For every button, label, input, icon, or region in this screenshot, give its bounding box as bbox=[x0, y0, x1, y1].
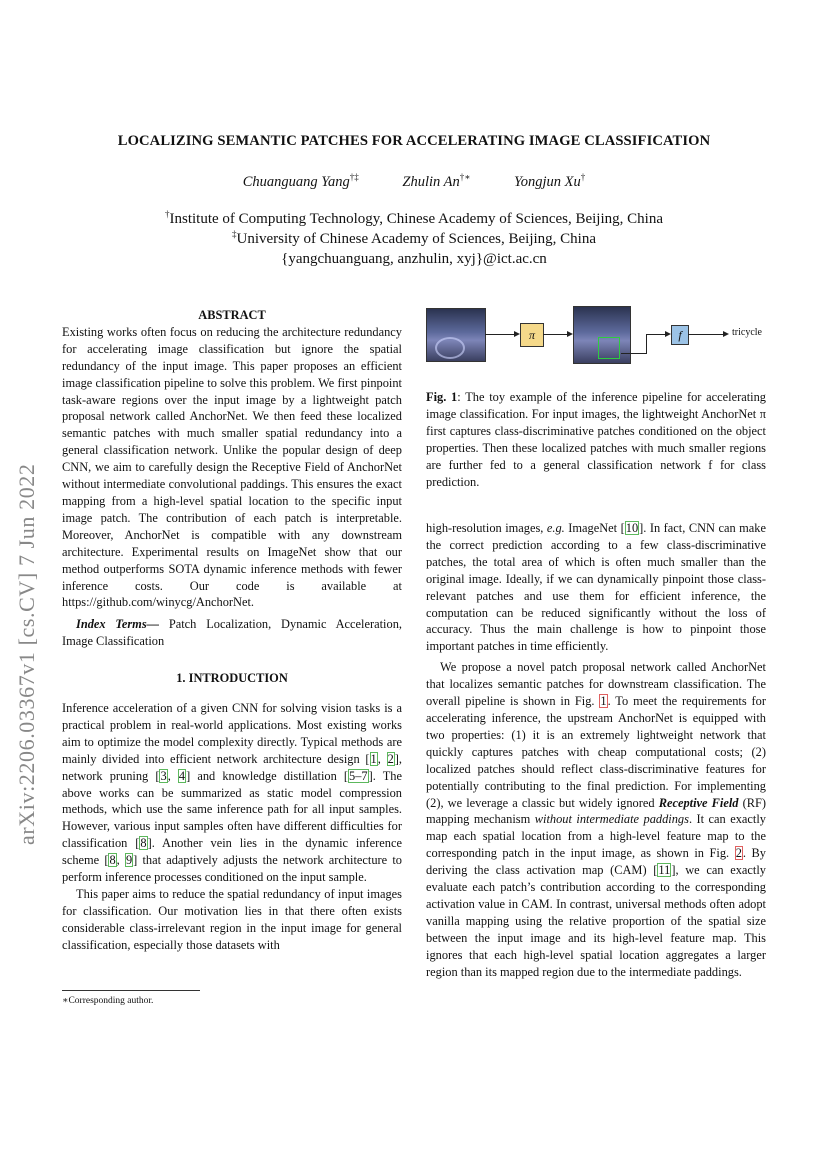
output-label: tricycle bbox=[732, 327, 762, 338]
footnote-rule bbox=[62, 990, 200, 991]
right-paragraph-1: high-resolution images, e.g. ImageNet [10]. In fact, CNN can make the correct prediction according to a few class-discriminative patches, the total area of which is often much smaller than the original image. Ideally, if we can dynamically pinpoint those class-relevant patches and use them for efficient inference, the computation can be reduced significantly without the loss of accuracy. Thus the main challenge is how to pinpoint those important patches in time efficiently. bbox=[426, 521, 766, 654]
figure-1-diagram bbox=[426, 303, 766, 369]
citation-link[interactable]: 8 bbox=[140, 836, 147, 851]
footnote: ∗Corresponding author. bbox=[62, 996, 154, 1006]
abstract-heading: ABSTRACT bbox=[198, 308, 266, 322]
citation-link[interactable]: 5–7 bbox=[349, 768, 368, 783]
left-column bbox=[62, 307, 402, 954]
paper-title: LOCALIZING SEMANTIC PATCHES FOR ACCELERATING IMAGE CLASSIFICATION bbox=[117, 133, 711, 149]
citation-link[interactable]: 10 bbox=[625, 521, 639, 535]
right-paragraph-2: We propose a novel patch proposal network called AnchorNet that localizes semantic patches for downstream classification. The overall pipeline is shown in Fig. 1. To meet the requirements for accelerating inference, the upstream AnchorNet is equipped with two properties: (1) it is an extremely lightweight network that quickly captures patches with cheap computational costs; (2) localized patches should reflect class-discriminative features for potentially contributing to the final prediction. For implementing (2), we leverage a classic but widely ignored Receptive Field (RF) mapping mechanism without intermediate paddings. It can exactly map each spatial location from a high-level feature map to the corresponding patch in the input image, as shown in Fig. 2. By deriving the class activation map (CAM) [11], we can exactly evaluate each patch’s contribution according to the corresponding activation value in CAM. In contrast, universal methods often adopt vanilla mapping using the relative proportion of the spatial size between the input image and its high-level feature map. This ignores that each high-level spatial location aggregates a larger region than its mapped region due to the intermediate paddings. bbox=[426, 660, 767, 979]
classifier-f-box: f bbox=[671, 325, 689, 345]
patch-highlight bbox=[598, 337, 620, 359]
affiliation-1: †Institute of Computing Technology, Chinese Academy of Sciences, Beijing, China bbox=[165, 209, 663, 227]
intro-paragraph-1: Inference acceleration of a given CNN for solving vision tasks is a practical problem in real-world applications. Most existing works aim to optimize the model complexity directly. Typical methods are mainly divided into efficient network architecture design [1, 2], network pruning [3, 4] and knowledge distillation [5–7]. The above works can be summarized as static model compression methods, which use the same inference path for all input samples. However, various input samples often have different difficulties for classification [8]. Another vein lies in the dynamic inference scheme [8, 9] that adaptively adjusts the network architecture to perform inference processes conditioned on the input sample. bbox=[62, 701, 402, 885]
citation-link[interactable]: 2 bbox=[387, 751, 394, 766]
connector bbox=[646, 334, 647, 354]
figure-link[interactable]: 2 bbox=[735, 846, 742, 861]
arxiv-identifier: arXiv:2206.03367v1 [cs.CV] 7 Jun 2022 bbox=[14, 463, 39, 845]
intro-paragraph-2: This paper aims to reduce the spatial redundancy of input images for classification. Our motivation lies in that there often exists considerable class-irrelevant region in the input image for general classification, especially those datasets with bbox=[62, 887, 402, 952]
arrow bbox=[688, 334, 724, 335]
citation-link[interactable]: 1 bbox=[370, 751, 377, 766]
right-column bbox=[426, 520, 766, 980]
affiliation-2: ‡University of Chinese Academy of Sciences, Beijing, China bbox=[231, 229, 596, 247]
author-list bbox=[0, 174, 828, 191]
input-image bbox=[426, 308, 486, 362]
author-emails: {yangchuanguang, anzhulin, xyj}@ict.ac.cn bbox=[281, 251, 547, 267]
localized-image bbox=[573, 306, 631, 364]
arrow bbox=[485, 334, 515, 335]
author-1: Chuanguang Yang†‡ bbox=[242, 172, 359, 190]
citation-link[interactable]: 4 bbox=[178, 768, 186, 783]
intro-heading: 1. INTRODUCTION bbox=[176, 671, 288, 686]
citation-link[interactable]: 11 bbox=[658, 863, 671, 878]
arrow bbox=[543, 334, 568, 335]
arrow bbox=[621, 353, 646, 354]
citation-link[interactable]: 9 bbox=[125, 853, 133, 868]
abstract-text: Existing works often focus on reducing the architecture redundancy for accelerating image classification but ignore the spatial redundancy of the input image. This paper proposes an efficient image classification pipeline to solve this problem. We first pinpoint task-aware regions over the input image by a lightweight patch proposal network called AnchorNet. We then feed these localized semantic patches with much smaller spatial redundancy into a general classification network. Unlike the popular design of deep CNN, we aim to carefully design the Receptive Field of AnchorNet without intermediate convolutional paddings. This ensures the exact mapping from a high-level spatial location to the specific input image patch. The contribution of each patch is interpretable. Moreover, AnchorNet is compatible with any downstream architecture. Experimental results on ImageNet show that our method outperforms SOTA dynamic inference methods with fewer inference costs. Our code is available at https://github.com/winycg/AnchorNet. bbox=[62, 324, 402, 610]
author-3: Yongjun Xu† bbox=[514, 172, 586, 190]
index-terms: Index Terms— Patch Localization, Dynamic Acceleration, Image Classification bbox=[62, 617, 402, 649]
arrow-head bbox=[723, 331, 729, 337]
figure-link[interactable]: 1 bbox=[600, 694, 607, 709]
citation-link[interactable]: 8 bbox=[109, 853, 116, 868]
author-2: Zhulin An†∗ bbox=[402, 172, 471, 190]
arrow bbox=[646, 334, 666, 335]
citation-link[interactable]: 3 bbox=[160, 768, 167, 783]
figure-1-caption: Fig. 1: The toy example of the inference pipeline for accelerating image classification. For input images, the lightweight AnchorNet π first captures class-discriminative patches conditioned on the object properties. Then these localized patches with much smaller regions are further fed to a general classification network f for class prediction. bbox=[426, 390, 766, 489]
anchornet-pi-box: π bbox=[520, 323, 544, 347]
